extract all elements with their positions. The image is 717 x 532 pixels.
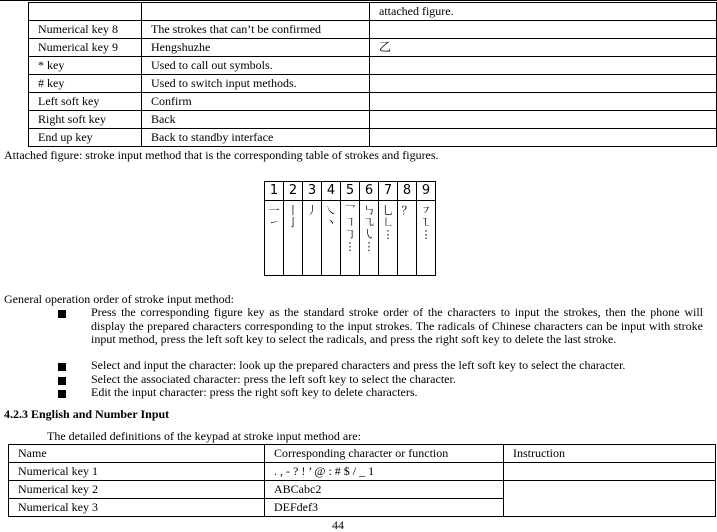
table-cell: Numerical key 2 xyxy=(9,481,265,499)
table-cell xyxy=(370,57,717,75)
bullet-icon xyxy=(58,363,66,371)
bullet-text-4: Edit the input character: press the right soft key to delete characters. xyxy=(91,385,418,399)
stroke-number: 3 xyxy=(303,182,322,201)
table-cell xyxy=(504,481,716,517)
table-row xyxy=(29,111,717,129)
table-row xyxy=(9,481,716,499)
stroke-number: 5 xyxy=(341,182,360,201)
stroke-number: 8 xyxy=(398,182,417,201)
stroke-number: 2 xyxy=(284,182,303,201)
stroke-number: 7 xyxy=(379,182,398,201)
table-cell: Numerical key 3 xyxy=(9,499,265,517)
table-cell: Used to switch input methods. xyxy=(142,75,370,93)
table-cell: Hengshuzhe xyxy=(142,39,370,57)
stroke-glyphs: 丿 xyxy=(303,201,322,276)
stroke-number: 9 xyxy=(417,182,436,201)
stroke-glyph-row xyxy=(265,201,436,276)
table-row xyxy=(29,3,717,21)
bullet-text-3: Select the associated character: press the left soft key to select the character. xyxy=(91,372,456,386)
table-cell xyxy=(370,75,717,93)
table-cell xyxy=(29,3,142,21)
stroke-number: 1 xyxy=(265,182,284,201)
stroke-figure-table xyxy=(264,181,436,276)
table-row xyxy=(29,39,717,57)
table-cell xyxy=(370,21,717,39)
stroke-glyphs: ㇇ ㇅ ⋮ xyxy=(417,201,436,276)
bullet-text-1: Press the corresponding figure key as the standard stroke order of the characters to input the strokes, then the phone will display the prepared characters corresponding to the input strokes. The radicals of Chinese characters can be input with stroke input method, press the left soft key to select the radicals, and press the right soft key to delete the last stroke. xyxy=(91,305,703,346)
section-intro: The detailed definitions of the keypad at stroke input method are: xyxy=(47,429,361,443)
stroke-glyphs: ㇉ ㇈ ㇂ ⋮ xyxy=(360,201,379,276)
table-row xyxy=(29,75,717,93)
keypad-table-continued xyxy=(28,2,717,147)
table-cell: . , - ? ! ’ @ : # $ / _ 1 xyxy=(265,463,504,481)
table-cell: Back to standby interface xyxy=(142,129,370,147)
english-number-keypad-table xyxy=(8,444,716,517)
table-cell: Left soft key xyxy=(29,93,142,111)
table-cell: Numerical key 1 xyxy=(9,463,265,481)
top-rule xyxy=(0,0,717,1)
stroke-glyphs: 丨 亅 xyxy=(284,201,303,276)
table-cell xyxy=(370,129,717,147)
table-cell: * key xyxy=(29,57,142,75)
table-cell xyxy=(504,463,716,481)
bullet-icon xyxy=(58,377,66,385)
column-header: Instruction xyxy=(504,445,716,463)
table-header-row xyxy=(9,445,716,463)
table-cell: End up key xyxy=(29,129,142,147)
table-cell xyxy=(142,3,370,21)
table-cell: DEFdef3 xyxy=(265,499,504,517)
table-cell: Back xyxy=(142,111,370,129)
page-number: 44 xyxy=(332,518,344,532)
table-cell: Confirm xyxy=(142,93,370,111)
column-header: Corresponding character or function xyxy=(265,445,504,463)
stroke-number: 4 xyxy=(322,182,341,201)
bullet-icon xyxy=(58,390,66,398)
general-operation-heading: General operation order of stroke input method: xyxy=(4,292,234,306)
section-heading: 4.2.3 English and Number Input xyxy=(4,407,170,421)
table-cell xyxy=(370,93,717,111)
table-cell: Numerical key 8 xyxy=(29,21,142,39)
stroke-glyphs: 乚 ㇗ ⋮ xyxy=(379,201,398,276)
table-cell: # key xyxy=(29,75,142,93)
table-row xyxy=(9,463,716,481)
table-row xyxy=(29,129,717,147)
bullet-text-2: Select and input the character: look up the prepared characters and press the left soft key to select the character. xyxy=(91,358,626,372)
table-cell: Numerical key 9 xyxy=(29,39,142,57)
table-row xyxy=(29,93,717,111)
stroke-glyphs: 一 ㇀ xyxy=(265,201,284,276)
stroke-glyphs: 乛 ㇕ ㇆ ⋮ xyxy=(341,201,360,276)
table-cell xyxy=(370,111,717,129)
stroke-number-row xyxy=(265,182,436,201)
table-cell: The strokes that can’t be confirmed xyxy=(142,21,370,39)
table-cell: Right soft key xyxy=(29,111,142,129)
table-cell: ABCabc2 xyxy=(265,481,504,499)
stroke-number: 6 xyxy=(360,182,379,201)
table-cell: attached figure. xyxy=(370,3,717,21)
attached-figure-caption: Attached figure: stroke input method that is the corresponding table of strokes and figures. xyxy=(4,148,439,162)
stroke-glyphs: ㇏ 丶 xyxy=(322,201,341,276)
bullet-icon xyxy=(58,310,66,318)
table-row xyxy=(29,57,717,75)
column-header: Name xyxy=(9,445,265,463)
stroke-glyphs: ？ xyxy=(398,201,417,276)
table-row xyxy=(29,21,717,39)
table-cell: Used to call out symbols. xyxy=(142,57,370,75)
table-cell: 乙 xyxy=(370,39,717,57)
